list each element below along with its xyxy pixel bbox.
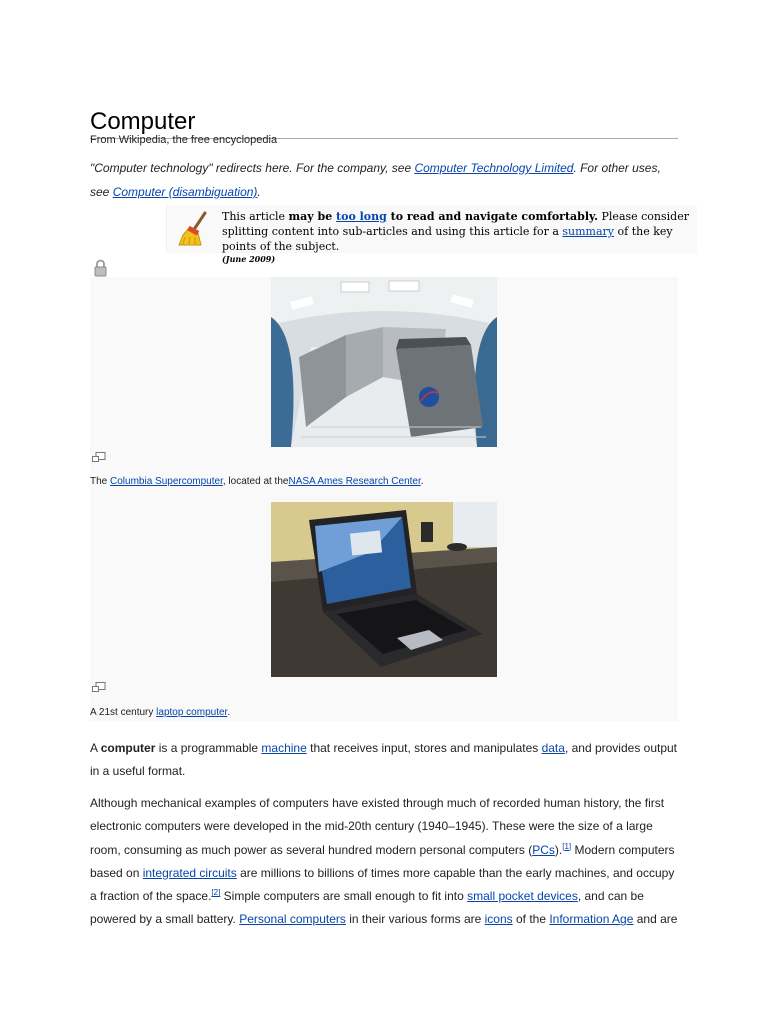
paragraph-text: of the <box>512 912 550 927</box>
intro-paragraph <box>90 737 678 784</box>
notice-text: Please consider splitting content into sub-articles and using this article for a <box>222 210 689 238</box>
link-personal-computers[interactable]: Personal computers <box>239 912 346 927</box>
hatnote <box>90 156 678 204</box>
reference-link[interactable]: [2] <box>211 888 221 898</box>
caption-text: . <box>420 476 424 487</box>
link-too-long[interactable]: too long <box>336 210 387 223</box>
article-subject: computer <box>100 741 156 755</box>
image-caption <box>90 476 424 487</box>
image-caption <box>90 707 230 718</box>
caption-text: , located at the <box>222 476 289 487</box>
link-summary[interactable]: summary <box>562 225 615 238</box>
magnify-icon[interactable] <box>92 682 106 692</box>
notice-bold: to read and navigate comfortably. <box>386 210 599 223</box>
link-information-age[interactable]: Information Age <box>549 912 634 927</box>
hatnote-text: "Computer technology" redirects here. For the company, see <box>90 161 415 175</box>
columbia-supercomputer-image[interactable] <box>271 277 497 447</box>
paragraph-text: are millions to billions of times more capable than the early machines, and occupy a fraction of the space. <box>90 865 675 904</box>
image-gallery <box>90 277 678 721</box>
link-icons[interactable]: icons <box>484 912 513 927</box>
paragraph-text: Although mechanical examples of computers have existed through much of recorded human history, the first electronic computers were developed in the mid-20th century (1940–1945). These were the size of a large room, consuming as much power as several hundred modern personal computers ( <box>90 796 665 857</box>
paragraph-text: that receives input, stores and manipulates <box>306 741 542 755</box>
link-nasa-ames[interactable]: NASA Ames Research Center <box>288 476 421 487</box>
link-columbia-supercomputer[interactable]: Columbia Supercomputer <box>110 476 223 487</box>
caption-text: The <box>90 476 111 487</box>
page-title: Computer <box>90 108 678 139</box>
link-computer-technology-limited[interactable]: Computer Technology Limited <box>414 161 574 175</box>
notice-bold: may be <box>288 210 337 223</box>
broom-icon <box>175 209 215 249</box>
caption-text: . <box>227 707 231 718</box>
paragraph-text: Modern computers based on <box>90 842 675 880</box>
reference-link[interactable]: [1] <box>562 841 572 851</box>
magnify-icon[interactable] <box>92 452 106 462</box>
link-small-pocket-devices[interactable]: small pocket devices <box>467 889 578 904</box>
paragraph-text: ). <box>554 842 563 857</box>
notice-text: of the key points of the subject. <box>222 225 673 253</box>
cleanup-notice-box <box>166 205 697 264</box>
site-tagline: From Wikipedia, the free encyclopedia <box>90 134 278 146</box>
hatnote-text: . <box>257 185 261 199</box>
paragraph-text: Simple computers are small enough to fit into <box>220 889 468 904</box>
paragraph-text: is a programmable <box>155 741 262 755</box>
laptop-computer-image[interactable] <box>271 502 497 677</box>
paragraph-text: and are <box>633 912 678 927</box>
paragraph-text: , and provides output in a useful format. <box>90 741 678 779</box>
caption-text: A 21st century <box>90 707 157 718</box>
history-paragraph <box>90 792 678 932</box>
link-data[interactable]: data <box>541 741 565 755</box>
paragraph-text: A <box>90 741 101 755</box>
paragraph-text: , and can be powered by a small battery. <box>90 889 644 927</box>
paragraph-text: in their various forms are <box>345 912 485 927</box>
link-computer-disambiguation[interactable]: Computer (disambiguation) <box>112 185 258 199</box>
link-pcs[interactable]: PCs <box>532 842 555 857</box>
hatnote-text: . For other uses, see <box>90 161 661 199</box>
cleanup-notice-text <box>222 209 692 264</box>
notice-text: This article <box>222 210 289 223</box>
link-machine[interactable]: machine <box>261 741 307 755</box>
notice-date: (June 2009) <box>222 254 276 264</box>
link-integrated-circuits[interactable]: integrated circuits <box>142 865 237 880</box>
lock-icon[interactable] <box>94 259 107 277</box>
link-laptop-computer[interactable]: laptop computer <box>156 707 228 718</box>
